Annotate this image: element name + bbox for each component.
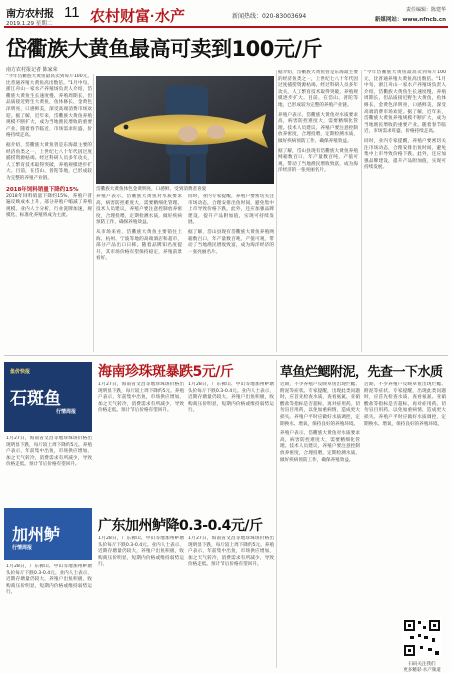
editor-credit: 责任编辑：陈建华: [405, 7, 446, 13]
news-hotline: 新闻热线：020-83003694: [232, 13, 307, 20]
column-divider: [276, 360, 277, 668]
lead-byline: 南方农村报记者 陈家荣: [6, 67, 58, 73]
section-divider: [4, 355, 448, 356]
story-3-column-2: [364, 382, 446, 614]
promo2-paragraph: 1月28日，广东佛山、中山等地加州鲈塘头价每斤下跌0.3-0.4元。业内人士表示，近期存塘量仍较大，养殖户出鱼积极，收购商压价明显，短期内价格或维持弱势运行。: [6, 564, 92, 596]
column-divider: [276, 70, 277, 352]
promo-tag: 鱼价快报: [10, 369, 31, 375]
bass-promo-text: [6, 564, 92, 668]
lead-column-right-1: [278, 70, 358, 352]
story-3-paragraph: 近期，不少养殖户反映草鱼出现烂鳃、附泥等症状。专家提醒，出现此类问题时，应首先检查水质，查看氨氮、亚硝酸盐等指标是否超标，再对症用药。切勿盲目用药，以免加重病情，造成更大损失。养殖户平时应做好水质调控，定期换水、增氧，保持良好的养殖环境。: [280, 382, 360, 427]
grouper-promo-box: [4, 362, 92, 432]
story-1-paragraph-2: 1月28日，广东佛山、中山等地加州鲈塘头价每斤下跌0.3-0.4元。业内人士表示，近期存塘量仍较大，养殖户出鱼积极，收购商压价明显，短期内价格或维持弱势运行。: [188, 382, 274, 414]
lead-paragraph-3: 2018年饲料销量下降约15%，养殖户普遍反映成本上升，部分养殖户缩减了养殖规模。业内人士分析，行业洗牌加速，规模化、标准化养殖将成为主流。: [6, 193, 92, 219]
photo-caption: 岱衢族大黄鱼体色金黄明亮，口感鲜，受到消费者喜爱: [96, 187, 207, 192]
mid-paragraph-1: 养殖户表示，岱衢族大黄鱼对水质要求高，病害防控难度大，需要精细化管理。技术人员建议，养殖户要注意控制放养密度，合理投喂，定期检测水质，做好疾病预防工作，确保养殖效益。: [96, 194, 182, 226]
lead-column-middle-1: [96, 194, 182, 352]
story-1-headline: 海南珍珠斑暴跌5元/斤: [98, 364, 234, 380]
column-divider: [93, 74, 94, 352]
story-3-paragraph-3: 近期，不少养殖户反映草鱼出现烂鳃、附泥等症状。专家提醒，出现此类问题时，应首先检查水质，查看氨氮、亚硝酸盐等指标是否超标，再对症用药。切勿盲目用药，以免加重病情，造成更大损失。养殖户平时应做好水质调控，定期换水、增氧，保持良好的养殖环境。: [364, 382, 446, 427]
lead-column-left: [6, 74, 92, 352]
story-1-paragraph: 1月27日，海南省文昌等地珍珠斑价格出现明显下跌，每斤较上周下降约5元。养殖户表示，年前集中出鱼，市场供应增加，加之天气转冷，消费需求有所减少，导致价格走低。预计节后价格有望回升。: [98, 382, 184, 414]
right-paragraph-1: 同时，业内专家提醒，养殖户要密切关注市场动态，合理安排出鱼时间，避免集中上市导致价格下跌。此外，还应加强品牌建设，提升产品附加值，实现可持续发展。: [188, 194, 274, 226]
right-paragraph-4: 养殖户表示，岱衢族大黄鱼对水质要求高，病害防控难度大，需要精细化管理。技术人员建议，养殖户要注意控制放养密度，合理投喂，定期检测水质，做好疾病预防工作，确保养殖效益。: [278, 112, 358, 144]
issue-date: 2019.1.29 星期二: [6, 21, 53, 27]
grouper-promo-text: [6, 436, 92, 506]
right-paragraph-6: "今年岱衢族大黄鱼最高卖到每斤100元，比普通养殖大黄鱼高出数倍。"1月中旬，浙江舟山一家水产养殖场负责人介绍，岱衢族大黄鱼生长速度慢、养殖周期长，但品质接近野生大黄鱼，鱼体修长、金黄色泽明亮，口感鲜美，深受高端消费市场欢迎。据了解，近年来，岱衢族大黄鱼养殖规模不断扩大，成为当地渔民增收的重要产业。随着春节临近，市场需求旺盛，价格持续走高。: [364, 70, 446, 135]
qr-label: 扫码关注我们: [408, 662, 436, 667]
website[interactable]: 新媒网站：www.nfncb.cn: [374, 17, 446, 23]
lead-column-middle-2: [188, 194, 274, 352]
promo-subtitle: 行情周报: [56, 409, 77, 415]
story-3-headline: 草鱼烂鳃附泥，先查一下水质: [280, 365, 443, 380]
story-1-column-1: [98, 382, 184, 502]
story-3-paragraph-2: 养殖户表示，岱衢族大黄鱼对水质要求高，病害防控难度大，需要精细化管理。技术人员建议，养殖户要注意控制放养密度，合理投喂，定期检测水质，做好疾病预防工作，确保养殖效益。: [280, 431, 360, 463]
bass-promo-box: [4, 508, 92, 560]
right-paragraph-7: 同时，业内专家提醒，养殖户要密切关注市场动态，合理安排出鱼时间，避免集中上市导致价格下跌。此外，还应加强品牌建设，提升产品附加值，实现可持续发展。: [364, 138, 446, 171]
right-paragraph-3: 据介绍，岱衢族大黄鱼曾是东海最主要的经济鱼类之一，上世纪七八十年代因过度捕捞资源枯竭。经过科研人员多年攻关，人工繁育技术取得突破，养殖规模逐步扩大。目前，在岱山、普陀等地，已形成较为完整的养殖产业链。: [278, 70, 358, 108]
right-paragraph-2: 据了解，岱山县现有岱衢族大黄鱼养殖网箱数百口，年产量数百吨，产值可观，带动了当地渔民增收致富，成为海洋经济的一张亮丽名片。: [188, 229, 274, 255]
lead-headline: 岱衢族大黄鱼最高可卖到100元/斤: [6, 37, 323, 61]
story-2-column-2: [188, 536, 274, 668]
lead-subhead: 2018年饲料销量下降约15%: [6, 186, 79, 193]
qr-code-icon[interactable]: [402, 618, 442, 658]
masthead: [4, 4, 448, 28]
story-2-column-1: [98, 536, 184, 668]
section-title: 农村财富·水产: [90, 8, 185, 25]
promo2-subtitle: 行情周报: [12, 545, 33, 551]
page-number: 11: [64, 4, 80, 21]
story-1-column-2: [188, 382, 274, 502]
lead-paragraph-2: 据介绍，岱衢族大黄鱼曾是东海最主要的经济鱼类之一，上世纪七八十年代因过度捕捞资源枯竭。经过科研人员多年攻关，人工繁育技术取得突破，养殖规模逐步扩大。目前，在岱山、普陀等地，已形成较为完整的养殖产业链。: [6, 142, 92, 181]
paper-name: 南方农村报: [6, 9, 54, 20]
qr-sub: 更多精彩·水产频道: [403, 668, 441, 673]
story-3-column-1: [280, 382, 360, 668]
promo-title: 石斑鱼: [10, 389, 61, 409]
lead-paragraph-1: "今年岱衢族大黄鱼最高卖到每斤100元，比普通养殖大黄鱼高出数倍。"1月中旬，浙江舟山一家水产养殖场负责人介绍，岱衢族大黄鱼生长速度慢、养殖周期长，但品质接近野生大黄鱼，鱼体修长、金黄色泽明亮，口感鲜美，深受高端消费市场欢迎。据了解，近年来，岱衢族大黄鱼养殖规模不断扩大，成为当地渔民增收的重要产业。随着春节临近，市场需求旺盛，价格持续走高。: [6, 74, 92, 139]
promo1-paragraph: 1月27日，海南省文昌等地珍珠斑价格出现明显下跌，每斤较上周下降约5元。养殖户表示，年前集中出鱼，市场供应增加，加之天气转冷，消费需求有所减少，导致价格走低。预计节后价格有望回升。: [6, 436, 92, 468]
story-2-paragraph: 1月28日，广东佛山、中山等地加州鲈塘头价每斤下跌0.3-0.4元。业内人士表示，近期存塘量仍较大，养殖户出鱼积极，收购商压价明显，短期内价格或维持弱势运行。: [98, 536, 184, 568]
qr-caption: [396, 661, 448, 673]
lead-photo: [96, 76, 274, 184]
mid-paragraph-2: 从市场来看，岱衢族大黄鱼主要销往上海、杭州、宁波等地的高端酒店和超市，部分产品出口日韩。随着品牌知名度提升，其市场价格有望保持稳定，养殖前景看好。: [96, 229, 182, 262]
story-2-paragraph-2: 1月27日，海南省文昌等地珍珠斑价格出现明显下跌，每斤较上周下降约5元。养殖户表示，年前集中出鱼，市场供应增加，加之天气转冷，消费需求有所减少，导致价格走低。预计节后价格有望回升。: [188, 536, 274, 568]
story-2-headline: 广东加州鲈降0.3-0.4元/斤: [98, 518, 263, 534]
promo2-title: 加州鲈: [12, 525, 61, 544]
right-paragraph-5: 据了解，岱山县现有岱衢族大黄鱼养殖网箱数百口，年产量数百吨，产值可观，带动了当地渔民增收致富，成为海洋经济的一张亮丽名片。: [278, 148, 358, 174]
lead-column-right-2: [364, 70, 446, 352]
column-divider: [361, 70, 362, 352]
yellow-croaker-photo: [96, 76, 274, 184]
